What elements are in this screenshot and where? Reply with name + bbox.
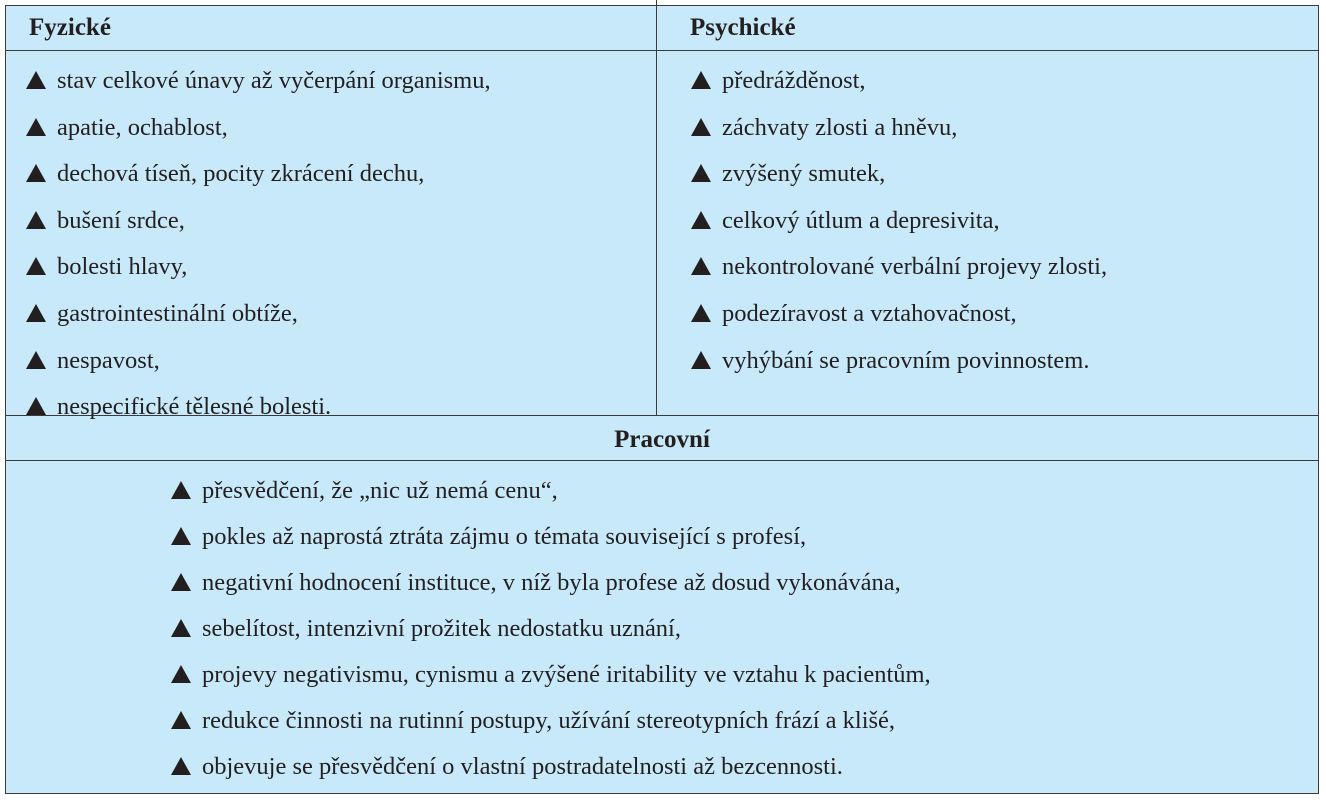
list-item: [171, 752, 931, 798]
triangle-bullet-icon: [26, 351, 46, 369]
list-item: [691, 113, 1107, 160]
list-item-text: zvýšený smutek,: [722, 160, 886, 188]
list-item-text: záchvaty zlosti a hněvu,: [722, 113, 958, 141]
list-item-text: negativní hodnocení instituce, v níž byla profese až dosud vykonávána,: [202, 569, 901, 596]
column-divider: [656, 0, 657, 416]
list-item: [26, 113, 491, 160]
list-item: [691, 299, 1107, 346]
list-item: [691, 346, 1107, 393]
header-psychicke: Psychické: [690, 14, 796, 41]
list-item: [171, 614, 931, 660]
triangle-bullet-icon: [171, 665, 191, 683]
list-item: [26, 206, 491, 253]
triangle-bullet-icon: [171, 619, 191, 637]
header-pracovni: Pracovní: [614, 426, 710, 453]
list-item-text: podezíravost a vztahovačnost,: [722, 299, 1017, 327]
triangle-bullet-icon: [26, 257, 46, 275]
list-item: [26, 66, 491, 113]
list-item-text: dechová tíseň, pocity zkrácení dechu,: [57, 160, 425, 188]
triangle-bullet-icon: [691, 257, 711, 275]
list-item-text: apatie, ochablost,: [57, 113, 228, 141]
list-item: [691, 159, 1107, 206]
list-item: [171, 660, 931, 706]
list-item-text: pokles až naprostá ztráta zájmu o témata související s profesí,: [202, 523, 807, 550]
triangle-bullet-icon: [26, 164, 46, 182]
list-item-text: bušení srdce,: [57, 206, 185, 234]
list-item-text: vyhýbání se pracovním povinnostem.: [722, 346, 1090, 374]
list-item-text: redukce činnosti na rutinní postupy, užívání stereotypních frází a klišé,: [202, 707, 896, 734]
list-item: [26, 346, 491, 393]
list-item-text: sebelítost, intenzivní prožitek nedostatku uznání,: [202, 615, 681, 642]
psychicke-list: [691, 66, 1107, 392]
list-item: [26, 252, 491, 299]
list-item: [691, 252, 1107, 299]
list-item-text: objevuje se přesvědčení o vlastní postradatelnosti až bezcennosti.: [202, 753, 843, 780]
triangle-bullet-icon: [691, 118, 711, 136]
list-item: [691, 206, 1107, 253]
list-item: [26, 159, 491, 206]
triangle-bullet-icon: [691, 304, 711, 322]
list-item-text: bolesti hlavy,: [57, 253, 188, 281]
triangle-bullet-icon: [26, 397, 46, 415]
list-item-text: nekontrolované verbální projevy zlosti,: [722, 253, 1108, 281]
list-item: [691, 66, 1107, 113]
list-item: [171, 568, 931, 614]
triangle-bullet-icon: [171, 481, 191, 499]
list-item: [171, 706, 931, 752]
list-item: [26, 299, 491, 346]
triangle-bullet-icon: [691, 71, 711, 89]
list-item-text: přesvědčení, že „nic už nemá cenu“,: [202, 477, 558, 504]
list-item: [171, 522, 931, 568]
triangle-bullet-icon: [171, 757, 191, 775]
list-item-text: celkový útlum a depresivita,: [722, 206, 1000, 234]
fyzicke-list: [26, 66, 491, 439]
symptoms-table: [5, 5, 1319, 794]
list-item-text: stav celkové únavy až vyčerpání organismu,: [57, 67, 491, 94]
header-divider-bottom: [6, 460, 1318, 461]
list-item: [171, 476, 931, 522]
list-item-text: projevy negativismu, cynismu a zvýšené iritability ve vztahu k pacientům,: [202, 661, 931, 688]
triangle-bullet-icon: [26, 304, 46, 322]
triangle-bullet-icon: [691, 211, 711, 229]
triangle-bullet-icon: [26, 71, 46, 89]
triangle-bullet-icon: [171, 573, 191, 591]
header-fyzicke: Fyzické: [29, 14, 111, 41]
list-item: [26, 392, 491, 439]
triangle-bullet-icon: [691, 164, 711, 182]
triangle-bullet-icon: [171, 711, 191, 729]
triangle-bullet-icon: [26, 211, 46, 229]
triangle-bullet-icon: [26, 118, 46, 136]
list-item-text: nespecifické tělesné bolesti.: [57, 393, 332, 421]
list-item-text: gastrointestinální obtíže,: [57, 299, 298, 327]
header-divider-top: [6, 50, 1318, 51]
list-item-text: předrážděnost,: [722, 67, 866, 94]
pracovni-list: [171, 476, 931, 798]
triangle-bullet-icon: [691, 351, 711, 369]
triangle-bullet-icon: [171, 527, 191, 545]
list-item-text: nespavost,: [57, 346, 160, 374]
